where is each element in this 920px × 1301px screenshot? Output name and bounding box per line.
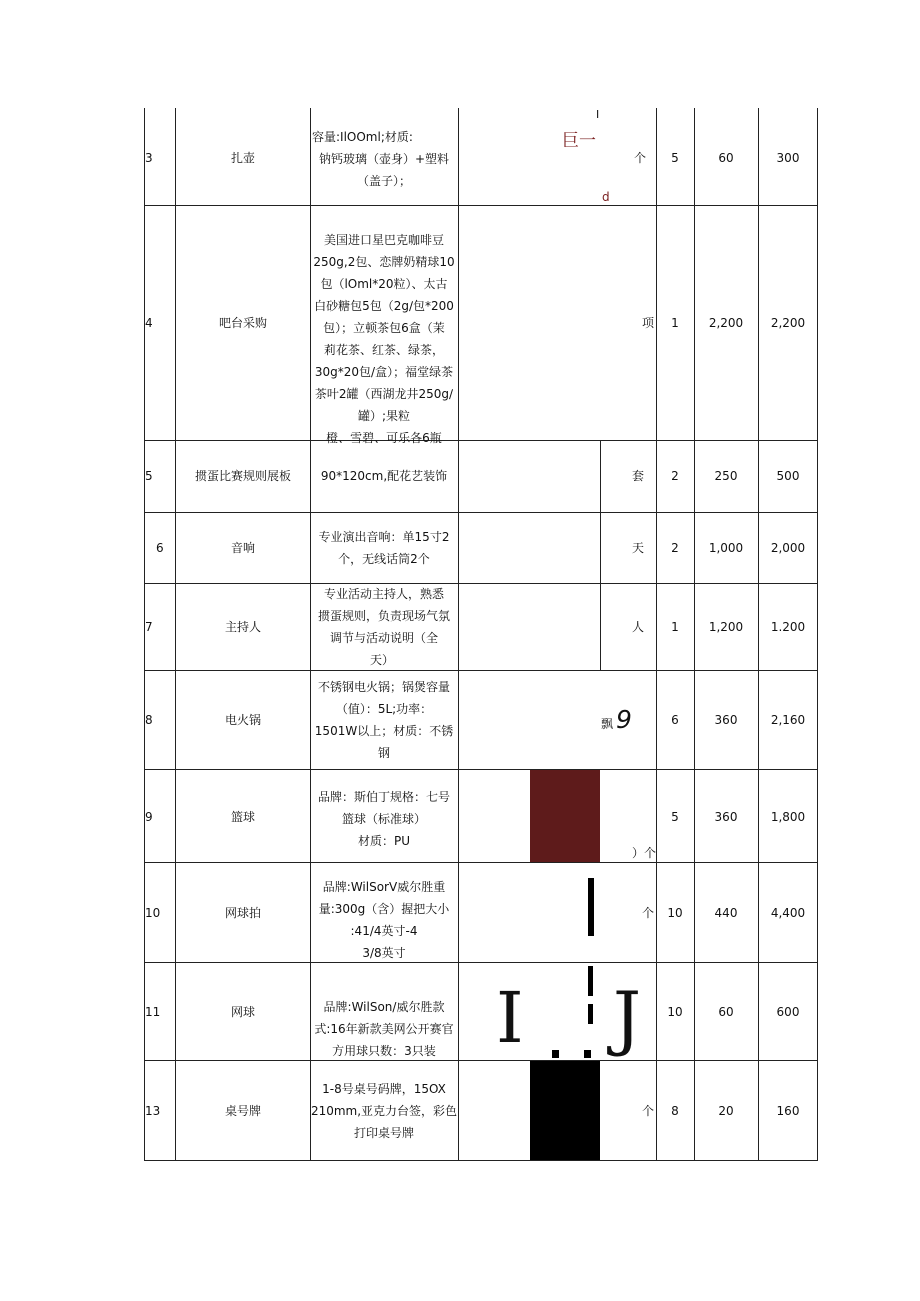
spec-line: :41/4英寸-4: [350, 924, 418, 938]
scan-glyph: 飘: [601, 717, 614, 731]
column-divider: [175, 108, 176, 1161]
spec-line: 白砂糖包5包（2g∕包*200: [314, 299, 454, 313]
item-spec: [310, 229, 458, 449]
column-divider: [656, 108, 657, 1161]
item-name: 网球拍: [224, 906, 262, 920]
image-block-table-number: [530, 1061, 600, 1160]
total-price: 600: [776, 1005, 800, 1019]
spec-line: 30g*20包/盒）；福堂绿茶: [314, 365, 454, 379]
scan-bar: [588, 878, 594, 936]
spec-line: 1501W以上；材质：不锈: [314, 724, 454, 738]
spec-line: 90*120cm,配花艺装饰: [320, 469, 448, 483]
row-number: 9: [145, 810, 153, 824]
quantity: 6: [671, 713, 679, 727]
item-spec: [310, 583, 458, 671]
spec-line: 品牌：斯伯丁规格：七号: [317, 790, 450, 804]
item-spec: [310, 676, 458, 764]
quantity: 5: [671, 810, 679, 824]
item-name: 掼蛋比赛规则展板: [194, 469, 292, 483]
item-spec: [310, 126, 458, 192]
unit-price: 1,000: [708, 541, 744, 555]
column-divider: [758, 108, 759, 1161]
unit: 项: [642, 316, 655, 330]
row-divider: [144, 670, 818, 671]
spec-line: 罐）;果粒: [357, 409, 411, 423]
total-price: 2,200: [770, 316, 806, 330]
table-border-bottom: [144, 1160, 818, 1161]
spec-line: 茶叶2罐（西湖龙井250g∕: [314, 387, 454, 401]
spec-line: 美国进口星巴克咖啡豆: [323, 233, 444, 247]
scan-digit: 9: [616, 705, 632, 734]
spec-line: 橙、雪碧、可乐各6瓶: [326, 431, 442, 445]
row-divider: [144, 1060, 818, 1061]
item-name: 主持人: [224, 620, 262, 634]
spec-line: 钢: [377, 746, 390, 760]
unit: 套: [631, 469, 645, 483]
row-number: 3: [145, 151, 153, 165]
column-divider: [600, 440, 601, 670]
unit-price: 360: [714, 810, 738, 824]
quantity: 5: [671, 151, 679, 165]
row-number: 5: [145, 469, 153, 483]
scan-dot: [584, 1050, 591, 1058]
spec-line: 品牌:WilSorV威尔胜重: [322, 880, 446, 894]
row-divider: [144, 962, 818, 963]
spec-line: 掼蛋规则，负责现场气氛: [317, 609, 450, 623]
unit-price: 1,200: [708, 620, 744, 634]
spec-line: 个，无线话筒2个: [338, 552, 430, 566]
total-price: 500: [776, 469, 800, 483]
item-name: 篮球: [230, 810, 256, 824]
scan-bar: [588, 1004, 593, 1024]
row-divider: [144, 769, 818, 770]
item-name: 网球: [230, 1005, 256, 1019]
spec-line: 专业活动主持人，熟悉: [323, 587, 444, 601]
row-number: 8: [145, 713, 153, 727]
quantity: 1: [671, 316, 679, 330]
spec-line: 容量:IlOOml;材质:: [312, 130, 413, 144]
spec-line: 210mm,亚克力台签，彩色: [310, 1104, 458, 1118]
spec-line: 式:16年新款美网公开赛官: [314, 1022, 454, 1036]
unit: 个: [634, 151, 647, 165]
spec-line: 量:300g（含）握把大小: [318, 902, 450, 916]
total-price: 160: [776, 1104, 800, 1118]
spec-line: 包）；立顿茶包6盒（茉: [323, 321, 445, 335]
image-block-basketball: [530, 770, 600, 862]
item-spec: [310, 996, 458, 1062]
unit: 个: [642, 906, 655, 920]
quantity: 1: [671, 620, 679, 634]
row-number: 10: [145, 906, 161, 920]
item-name: 扎壶: [230, 151, 256, 165]
unit-price: 60: [718, 151, 734, 165]
spec-line: 1-8号桌号码牌，15OX: [322, 1082, 446, 1096]
item-name: 电火锅: [224, 713, 262, 727]
item-spec: [310, 786, 458, 852]
spec-line: 篮球（标准球）: [341, 812, 426, 826]
item-name: 吧台采购: [218, 316, 268, 330]
row-number: 4: [145, 316, 153, 330]
quantity: 2: [671, 469, 679, 483]
unit-price: 2,200: [708, 316, 744, 330]
total-price: 4,400: [770, 906, 806, 920]
spec-line: 方用球只数：3只装: [332, 1044, 436, 1058]
spec-line: 调节与活动说明（全: [329, 631, 438, 645]
unit-price: 360: [714, 713, 738, 727]
unit: 个: [642, 1104, 655, 1118]
spec-line: 包（lOml*20粒）、太古: [320, 277, 448, 291]
row-number: 6: [156, 541, 164, 555]
unit-price: 440: [714, 906, 738, 920]
row-divider: [144, 512, 818, 513]
total-price: 2,000: [770, 541, 806, 555]
total-price: 1.200: [770, 620, 806, 634]
quantity: 2: [671, 541, 679, 555]
spec-line: 专业演出音响：单15寸2: [318, 530, 450, 544]
total-price: 1,800: [770, 810, 806, 824]
total-price: 300: [776, 151, 800, 165]
row-number: 7: [145, 620, 153, 634]
unit: 天: [631, 541, 645, 555]
scan-dot: [552, 1050, 559, 1058]
scan-glyph: 巨一: [562, 131, 596, 151]
unit-price: 60: [718, 1005, 734, 1019]
scan-glyph-left: I: [496, 977, 524, 1059]
table-border-right: [817, 108, 818, 1161]
unit-price: 250: [714, 469, 738, 483]
spec-line: 材质：PU: [357, 834, 411, 848]
total-price: 2,160: [770, 713, 806, 727]
spec-line: 250g,2包、恋牌奶精球10: [313, 255, 455, 269]
spec-line: 品牌:WilSon/威尔胜款: [323, 1000, 445, 1014]
scan-glyph-right: J: [613, 977, 642, 1059]
column-divider: [458, 108, 459, 1161]
spec-line: 不锈钢电火锅；锅煲容量: [317, 680, 450, 694]
row-divider: [144, 205, 818, 206]
spec-line: 3/8英寸: [362, 946, 406, 960]
item-name: 桌号牌: [224, 1104, 262, 1118]
spec-line: 天）: [370, 653, 395, 667]
spec-line: （盖子）；: [356, 174, 411, 188]
table-border-left: [144, 108, 145, 1161]
row-number: 11: [145, 1005, 161, 1019]
spec-line: 打印桌号牌: [353, 1126, 414, 1140]
spec-line: 莉花茶、红茶、绿茶，: [323, 343, 444, 357]
spec-line: 钠钙玻璃（壶身）+塑料: [318, 152, 450, 166]
column-divider: [694, 108, 695, 1161]
quantity: 10: [667, 906, 683, 920]
row-divider: [144, 583, 818, 584]
item-spec: [310, 465, 458, 487]
scan-bar: [588, 966, 593, 996]
spec-line: （值）：5L;功率：: [335, 702, 433, 716]
unit-price: 20: [718, 1104, 734, 1118]
scan-mark: d: [602, 190, 610, 204]
scan-mark: I: [596, 108, 600, 121]
item-spec: [310, 876, 458, 964]
row-divider: [144, 440, 818, 441]
item-spec: [310, 526, 458, 570]
quantity: 10: [667, 1005, 683, 1019]
row-number: 13: [145, 1104, 161, 1118]
item-name: 音响: [230, 541, 256, 555]
unit: 人: [631, 620, 645, 634]
quantity: 8: [671, 1104, 679, 1118]
item-spec: [310, 1078, 458, 1144]
unit: ）个: [632, 846, 657, 860]
row-divider: [144, 862, 818, 863]
